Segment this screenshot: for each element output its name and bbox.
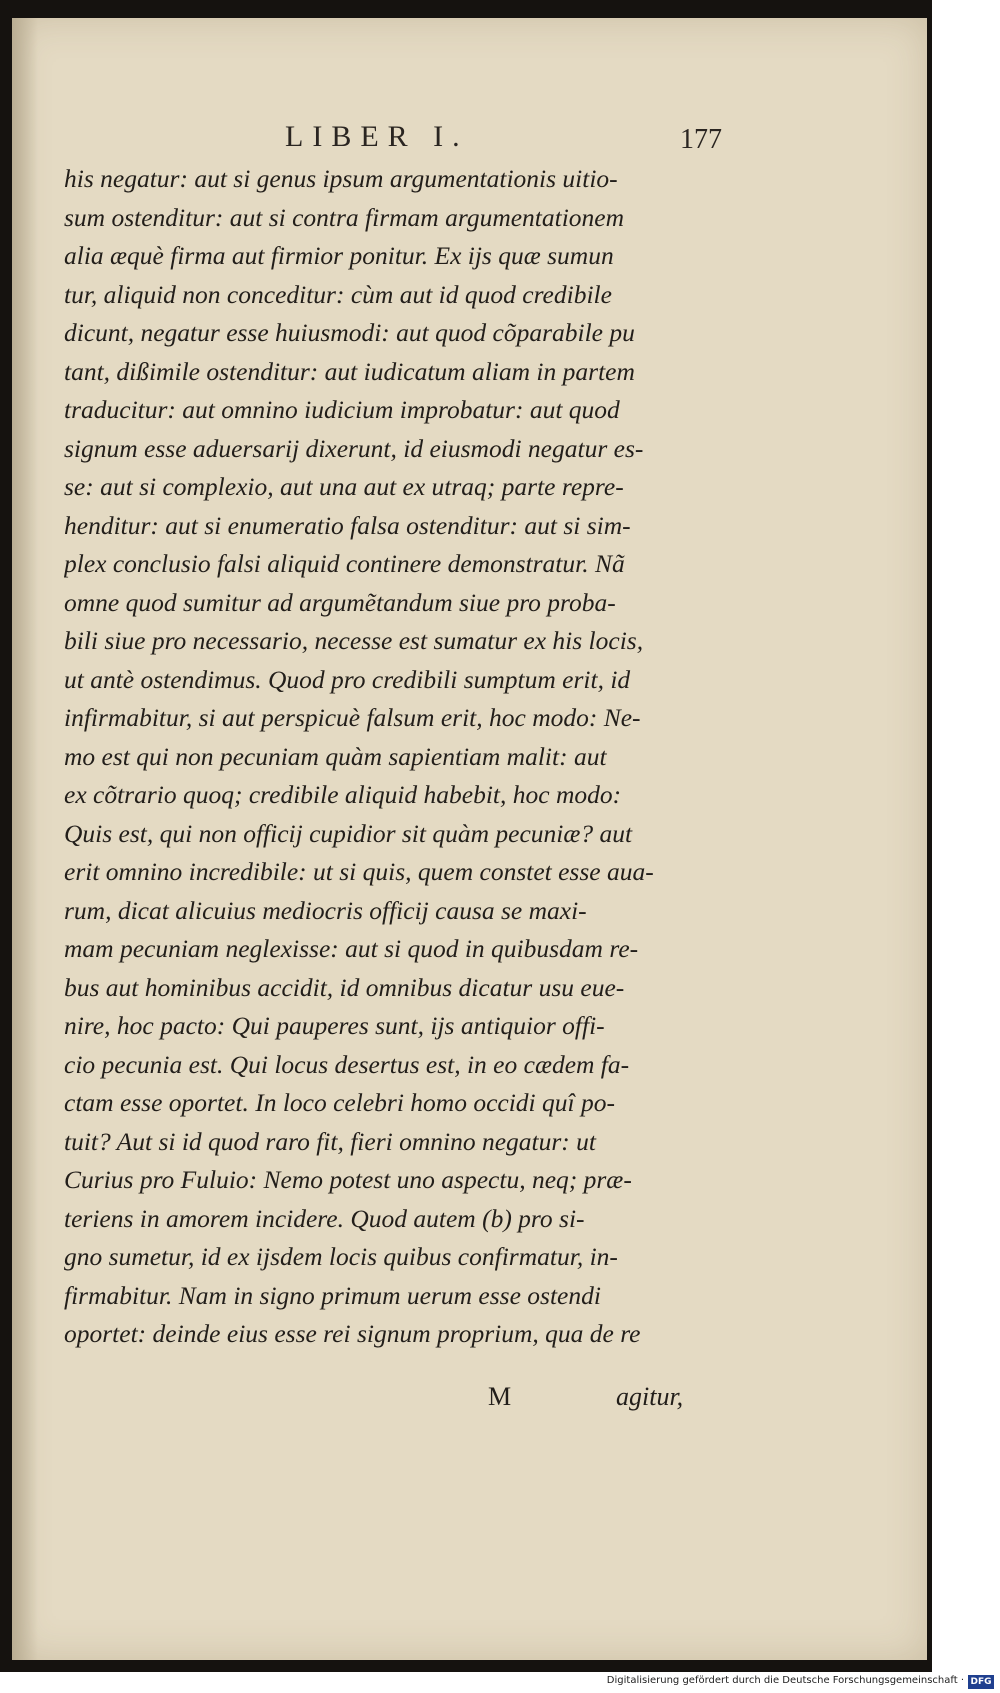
- text-line: his negatur: aut si genus ipsum argumentationis uitio-: [64, 164, 618, 193]
- text-line: firmabitur. Nam in signo primum uerum esse ostendi: [64, 1280, 601, 1310]
- book-page: [12, 18, 927, 1660]
- text-line: rum, dicat alicuius mediocris officij causa se maxi-: [64, 895, 587, 925]
- page-number: 177: [680, 124, 722, 155]
- credit-text: Digitalisierung gefördert durch die Deutsche Forschungsgemeinschaft ·: [606, 1675, 964, 1686]
- text-line: henditur: aut si enumeratio falsa ostenditur: aut si sim-: [64, 510, 631, 540]
- text-line: se: aut si complexio, aut una aut ex utraq; parte repre-: [64, 472, 624, 501]
- text-line: dicunt, negatur esse huiusmodi: aut quod cõparabile pu: [64, 318, 635, 347]
- text-line: ctam esse oportet. In loco celebri homo occidi quî po-: [64, 1088, 615, 1117]
- running-head: LIBER I.: [285, 120, 469, 153]
- text-line: Curius pro Fuluio: Nemo potest uno aspectu, neq; præ-: [64, 1165, 632, 1194]
- text-line: mam pecuniam neglexisse: aut si quod in quibusdam re-: [64, 934, 639, 963]
- text-line: teriens in amorem incidere. Quod autem (b) pro si-: [64, 1203, 585, 1233]
- text-line: mo est qui non pecuniam quàm sapientiam malit: aut: [64, 741, 607, 771]
- text-line: erit omnino incredibile: ut si quis, quem constet esse aua-: [64, 857, 654, 886]
- text-line: plex conclusio falsi aliquid continere demonstratur. Nã: [64, 549, 625, 578]
- text-line: Quis est, qui non officij cupidior sit quàm pecuniæ? aut: [64, 818, 633, 848]
- text-line: alia æquè firma aut firmior ponitur. Ex ijs quæ sumun: [64, 241, 614, 270]
- text-line: bili siue pro necessario, necesse est sumatur ex his locis,: [64, 626, 644, 655]
- text-line: nire, hoc pacto: Qui pauperes sunt, ijs antiquior offi-: [64, 1011, 605, 1040]
- text-line: signum esse aduersarij dixerunt, id eiusmodi negatur es-: [64, 433, 644, 463]
- text-line: oportet: deinde eius esse rei signum proprium, qua de re: [64, 1319, 641, 1348]
- text-line: traducitur: aut omnino iudicium improbatur: aut quod: [64, 395, 620, 424]
- body-text: [64, 160, 724, 1354]
- text-line: tant, dißimile ostenditur: aut iudicatum aliam in partem: [64, 356, 635, 386]
- page-footer: [12, 1382, 927, 1418]
- text-line: ex cõtrario quoq; credibile aliquid habebit, hoc modo:: [64, 780, 622, 809]
- page-header: [12, 120, 927, 160]
- text-line: infirmabitur, si aut perspicuè falsum erit, hoc modo: Ne-: [64, 703, 641, 732]
- text-line: gno sumetur, id ex ijsdem locis quibus confirmatur, in-: [64, 1242, 618, 1271]
- text-line: ut antè ostendimus. Quod pro credibili sumptum erit, id: [64, 664, 631, 694]
- text-line: omne quod sumitur ad argumẽtandum siue pro proba-: [64, 587, 616, 617]
- text-line: bus aut hominibus accidit, id omnibus dicatur usu eue-: [64, 972, 625, 1002]
- catchword: agitur,: [616, 1382, 684, 1411]
- text-line: tur, aliquid non conceditur: cùm aut id quod credibile: [64, 279, 612, 309]
- text-line: tuit? Aut si id quod raro fit, fieri omnino negatur: ut: [64, 1126, 596, 1156]
- digitization-credit-bar: [0, 1672, 1000, 1693]
- signature-mark: M: [488, 1382, 512, 1411]
- text-line: sum ostenditur: aut si contra firmam argumentationem: [64, 202, 625, 232]
- dfg-logo-icon: DFG: [968, 1675, 994, 1689]
- text-line: cio pecunia est. Qui locus desertus est, in eo cædem fa-: [64, 1049, 630, 1079]
